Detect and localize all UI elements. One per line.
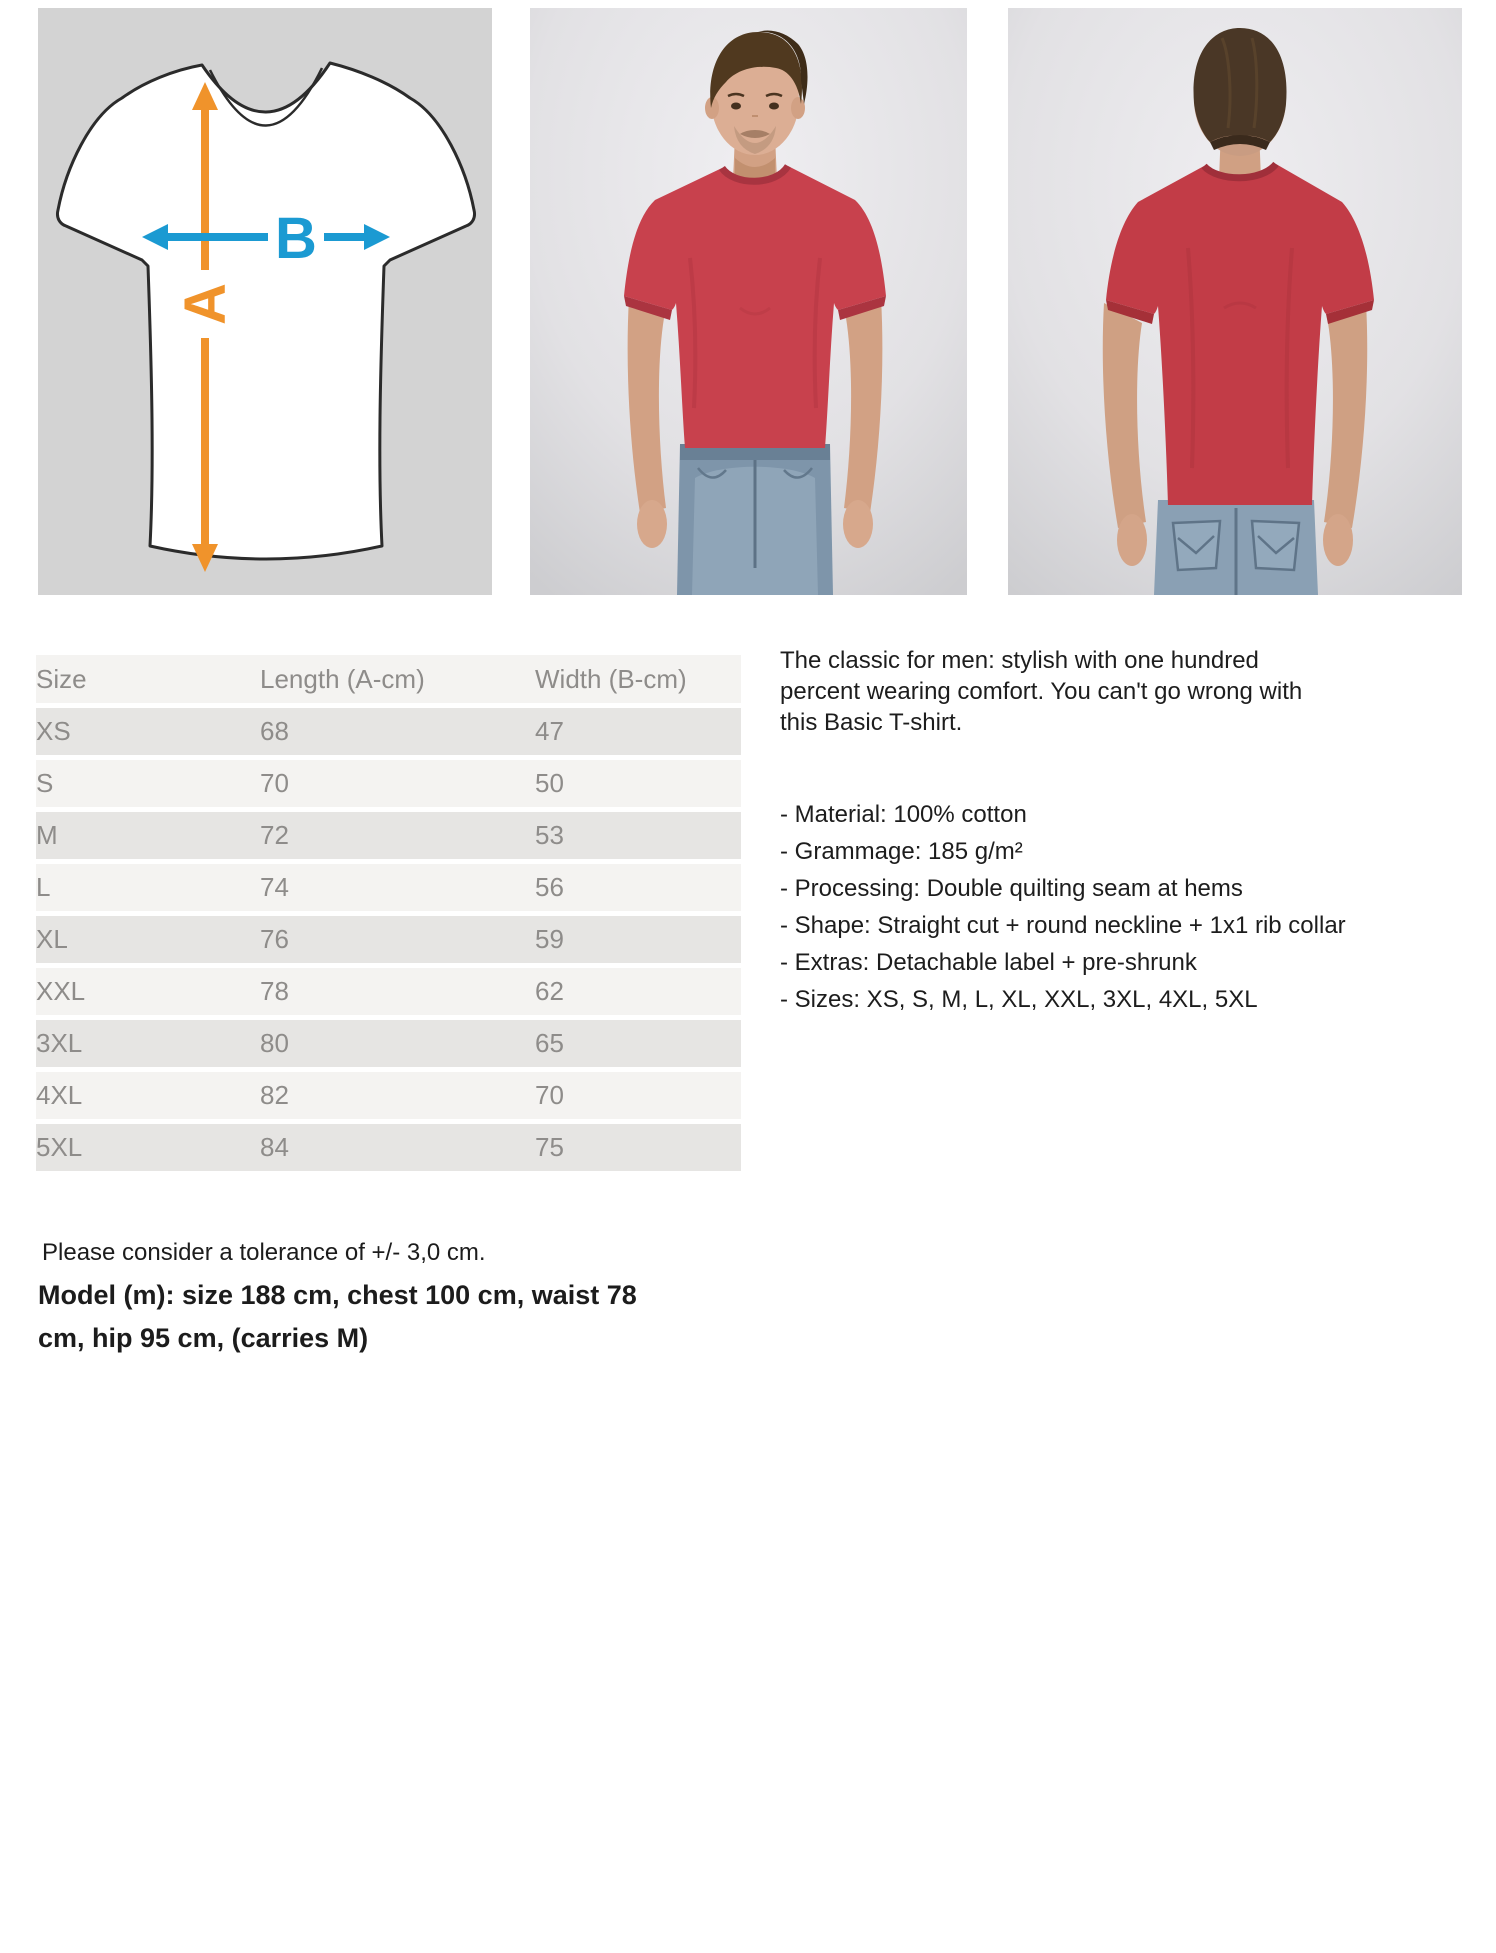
table-row-xxl (36, 968, 741, 1015)
width-cell: 53 (535, 812, 741, 859)
length-cell: 78 (260, 968, 535, 1015)
length-cell: 68 (260, 708, 535, 755)
model-front-graphic (530, 8, 967, 595)
size-table-header-row (36, 655, 741, 703)
model-front-photo (530, 8, 967, 595)
table-row-s (36, 760, 741, 807)
length-cell: 72 (260, 812, 535, 859)
size-cell: 4XL (36, 1072, 260, 1119)
col-header-length: Length (A-cm) (260, 655, 535, 703)
product-description (780, 645, 1460, 1018)
bullet-grammage: - Grammage: 185 g/m² (780, 838, 1023, 865)
size-cell: 3XL (36, 1020, 260, 1067)
length-cell: 76 (260, 916, 535, 963)
width-cell: 75 (535, 1124, 741, 1171)
width-cell: 62 (535, 968, 741, 1015)
length-cell: 84 (260, 1124, 535, 1171)
table-row-l (36, 864, 741, 911)
size-cell: S (36, 760, 260, 807)
width-cell: 70 (535, 1072, 741, 1119)
size-cell: XXL (36, 968, 260, 1015)
length-cell: 70 (260, 760, 535, 807)
model-measurements-note (38, 1274, 638, 1360)
table-row-5xl (36, 1124, 741, 1171)
table-row-m (36, 812, 741, 859)
size-cell: XL (36, 916, 260, 963)
bullet-extras: - Extras: Detachable label + pre-shrunk (780, 949, 1197, 976)
model-note-line1: Model (m): size 188 cm, chest 100 cm, waist 78 (38, 1280, 637, 1310)
size-cell: 5XL (36, 1124, 260, 1171)
bullet-processing: - Processing: Double quilting seam at hems (780, 875, 1243, 902)
bottom-notes (38, 1238, 638, 1360)
tshirt-outline (57, 63, 474, 559)
table-row-xs (36, 708, 741, 755)
description-bullet-list (780, 796, 1460, 1018)
bullet-shape: - Shape: Straight cut + round neckline + 1x1 rib collar (780, 912, 1346, 939)
col-header-size: Size (36, 655, 260, 703)
width-cell: 47 (535, 708, 741, 755)
width-cell: 59 (535, 916, 741, 963)
table-row-4xl (36, 1072, 741, 1119)
tolerance-note: Please consider a tolerance of +/- 3,0 cm. (42, 1239, 486, 1266)
col-header-width: Width (B-cm) (535, 655, 741, 703)
width-cell: 65 (535, 1020, 741, 1067)
length-cell: 82 (260, 1072, 535, 1119)
size-cell: L (36, 864, 260, 911)
length-cell: 80 (260, 1020, 535, 1067)
bullet-material: - Material: 100% cotton (780, 801, 1027, 828)
model-back-graphic (1008, 8, 1462, 595)
length-label-a: A (173, 283, 238, 325)
size-table (36, 650, 741, 1176)
length-cell: 74 (260, 864, 535, 911)
width-label-b: B (275, 206, 317, 271)
width-cell: 56 (535, 864, 741, 911)
bullet-sizes: - Sizes: XS, S, M, L, XL, XXL, 3XL, 4XL, 5XL (780, 986, 1258, 1013)
size-cell: M (36, 812, 260, 859)
tshirt-diagram-graphic (38, 8, 492, 595)
model-back-photo (1008, 8, 1462, 595)
table-row-3xl (36, 1020, 741, 1067)
description-intro: The classic for men: stylish with one hundred percent wearing comfort. You can't go wrong with this Basic T-shirt. (780, 647, 1303, 736)
size-cell: XS (36, 708, 260, 755)
table-row-xl (36, 916, 741, 963)
width-cell: 50 (535, 760, 741, 807)
model-note-line2: cm, hip 95 cm, (carries M) (38, 1323, 369, 1353)
tshirt-measurement-diagram (38, 8, 492, 595)
